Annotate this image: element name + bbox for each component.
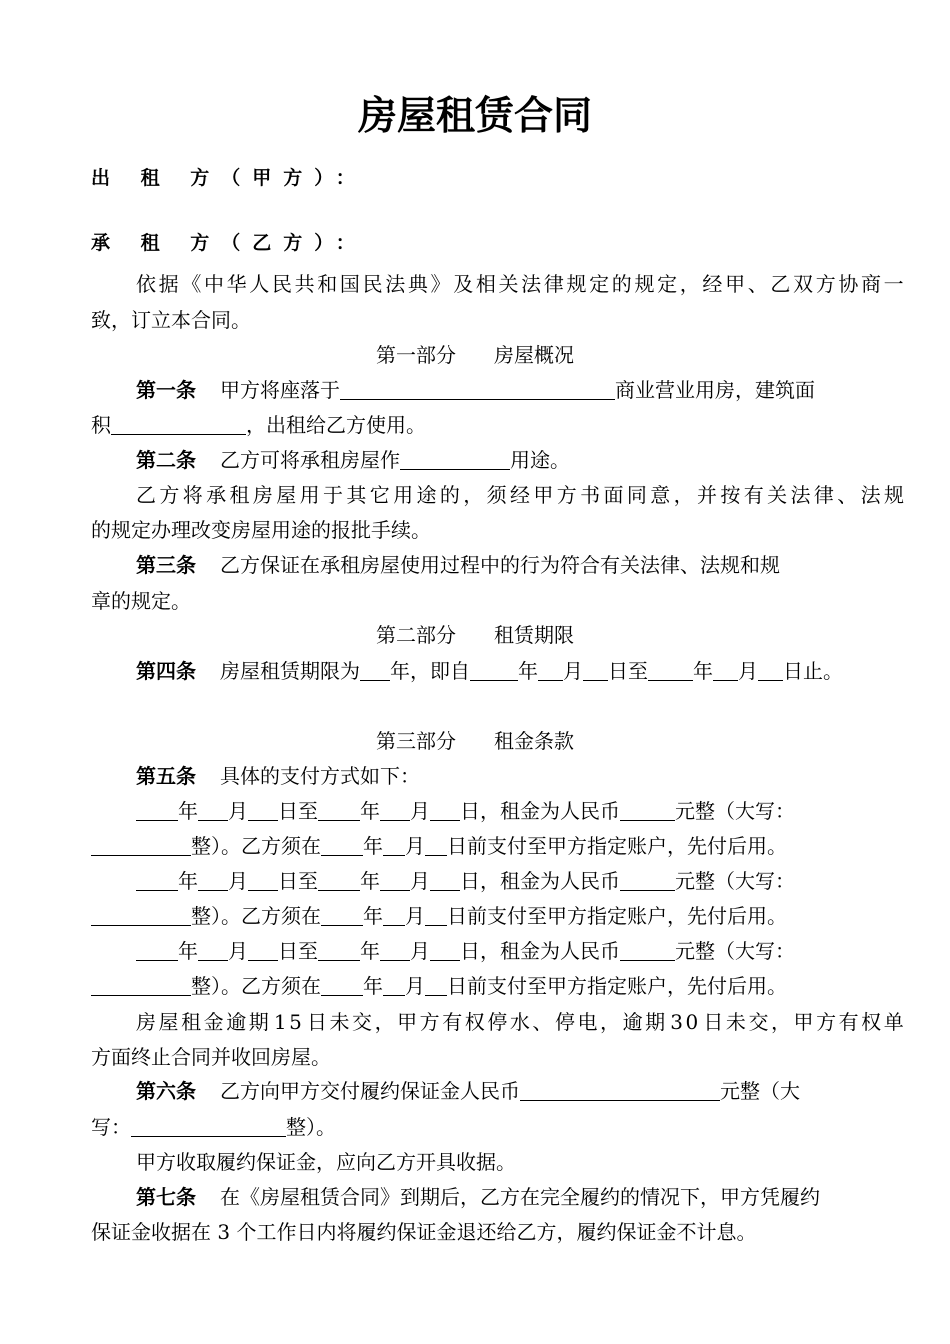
payment-1-rent-text: ，租金为人民币	[480, 799, 620, 823]
document-title: 房屋租赁合同	[357, 94, 592, 139]
end-day-blank[interactable]	[758, 658, 783, 681]
payment-3-from-day-blank[interactable]	[248, 938, 278, 961]
area-blank[interactable]	[111, 412, 246, 435]
payment-2-line-1	[91, 866, 904, 896]
payment-2-due-day-blank[interactable]	[425, 903, 447, 926]
article-4-text-a: 房屋租赁期限为	[220, 659, 360, 683]
payment-2-zheng-text: 整）。乙方须在	[191, 904, 321, 928]
part1-heading	[91, 340, 859, 370]
payment-3-from-year-blank[interactable]	[136, 938, 178, 961]
payment-1-month-b: 月	[410, 799, 430, 823]
part3-number: 第三部分	[376, 729, 456, 753]
lessor-line	[91, 163, 859, 193]
payment-1-month-a: 月	[228, 799, 248, 823]
payment-1-due-year-blank[interactable]	[321, 833, 363, 856]
article-2-note-line-1: 乙 方 将 承 租 房 屋 用 于 其 它 用 途 的 ， 须 经 甲 方 书 面 同 意 ， 并 按 有 关 法 律 、 法 规	[136, 483, 904, 507]
payment-2-year-a: 年	[178, 869, 198, 893]
article-6-text-d: 整）。	[286, 1115, 336, 1139]
article-4-text-b: 年，即自	[390, 659, 470, 683]
payment-3-to-year-blank[interactable]	[318, 938, 360, 961]
lessee-label: 承 租 方（乙方）：	[91, 232, 367, 254]
payment-1-to-day-blank[interactable]	[430, 798, 460, 821]
article-3-label: 第三条	[136, 553, 196, 577]
payment-3-year-b: 年	[360, 939, 380, 963]
article-5-line	[91, 761, 904, 791]
lessee-line	[91, 228, 859, 258]
payment-2-to-month-blank[interactable]	[380, 868, 410, 891]
article-1-text-c: 积	[91, 413, 111, 437]
payment-2-to-year-blank[interactable]	[318, 868, 360, 891]
payment-3-month-c: 月	[405, 974, 425, 998]
article-2-text-a: 乙方可将承租房屋作	[220, 448, 400, 472]
payment-2-rent-text: ，租金为人民币	[480, 869, 620, 893]
part1-number: 第一部分	[376, 343, 456, 367]
payment-3-month-a: 月	[228, 939, 248, 963]
article-1-text-b: 商业营业用房，建筑面	[615, 378, 815, 402]
article-3-text: 乙方保证在承租房屋使用过程中的行为符合有关法律、法规和规	[220, 553, 780, 577]
article-7-label: 第七条	[136, 1185, 196, 1209]
part2-name: 租赁期限	[494, 623, 574, 647]
payment-1-due-text: 日前支付至甲方指定账户，先付后用。	[447, 834, 787, 858]
lessor-label: 出 租 方（甲方）：	[91, 167, 367, 189]
payment-1-day-a: 日	[278, 799, 298, 823]
article-3-line-2: 章的规定。	[91, 589, 191, 613]
article-5-label: 第五条	[136, 764, 196, 788]
payment-1-due-month-blank[interactable]	[383, 833, 405, 856]
payment-2-due-month-blank[interactable]	[383, 903, 405, 926]
payment-3-rent-text: ，租金为人民币	[480, 939, 620, 963]
intro-line-1: 依 据 《 中 华 人 民 共 和 国 民 法 典 》 及 相 关 法 律 规 定 的 规 定 ， 经 甲 、 乙 双 方 协 商 一	[136, 272, 904, 296]
payment-1-from-day-blank[interactable]	[248, 798, 278, 821]
deposit-words-blank[interactable]	[131, 1114, 286, 1137]
payment-2-year-b: 年	[360, 869, 380, 893]
deposit-receipt-line: 甲方收取履约保证金，应向乙方开具收据。	[136, 1150, 516, 1174]
term-years-blank[interactable]	[360, 658, 390, 681]
payment-2-line-2	[91, 901, 859, 931]
payment-1-amount-blank[interactable]	[620, 798, 675, 821]
payment-1-line-2	[91, 831, 859, 861]
payment-3-due-day-blank[interactable]	[425, 973, 447, 996]
location-blank[interactable]	[340, 377, 615, 400]
part2-heading	[91, 620, 859, 650]
payment-1-words-blank[interactable]	[91, 833, 191, 856]
payment-3-month-b: 月	[410, 939, 430, 963]
article-4-year-1: 年	[518, 659, 538, 683]
payment-2-to: 至	[298, 869, 318, 893]
start-year-blank[interactable]	[470, 658, 518, 681]
article-6-line-2	[91, 1112, 859, 1142]
payment-3-line-1	[91, 936, 904, 966]
article-2-text-b: 用途。	[510, 448, 570, 472]
payment-2-day-a: 日	[278, 869, 298, 893]
payment-3-zheng-text: 整）。乙方须在	[191, 974, 321, 998]
part3-name: 租金条款	[494, 729, 574, 753]
payment-2-month-a: 月	[228, 869, 248, 893]
article-1-text-a: 甲方将座落于	[220, 378, 340, 402]
article-4-label: 第四条	[136, 659, 196, 683]
payment-2-due-text: 日前支付至甲方指定账户，先付后用。	[447, 904, 787, 928]
payment-3-words-blank[interactable]	[91, 973, 191, 996]
payment-1-zheng-text: 整）。乙方须在	[191, 834, 321, 858]
article-3-line-1	[91, 550, 904, 580]
payment-3-year-a: 年	[178, 939, 198, 963]
article-4-year-2: 年	[693, 659, 713, 683]
article-7-line-1	[91, 1182, 904, 1212]
payment-3-to-month-blank[interactable]	[380, 938, 410, 961]
payment-1-yuan-text: 元整（大写：	[675, 799, 795, 823]
article-1-text-d: ，出租给乙方使用。	[246, 413, 426, 437]
payment-2-from-year-blank[interactable]	[136, 868, 178, 891]
payment-1-due-day-blank[interactable]	[425, 833, 447, 856]
article-6-label: 第六条	[136, 1079, 196, 1103]
overdue-line-1: 房 屋 租 金 逾 期 1 5 日 未 交 ， 甲 方 有 权 停 水 、 停 电 ， 逾 期 3 0 日 未 交 ， 甲 方 有 权 单	[136, 1010, 904, 1034]
payment-2-yuan-text: 元整（大写：	[675, 869, 795, 893]
article-7-text: 在《房屋租赁合同》到期后，乙方在完全履约的情况下，甲方凭履约	[220, 1185, 820, 1209]
article-1-line-2	[91, 410, 859, 440]
article-2-line	[91, 445, 904, 475]
payment-3-to-day-blank[interactable]	[430, 938, 460, 961]
payment-2-from-day-blank[interactable]	[248, 868, 278, 891]
article-4-line	[91, 656, 904, 686]
payment-2-due-year-blank[interactable]	[321, 903, 363, 926]
payment-2-month-b: 月	[410, 869, 430, 893]
part1-name: 房屋概况	[494, 343, 574, 367]
intro-line-2: 致，订立本合同。	[91, 308, 251, 332]
payment-3-due-year-blank[interactable]	[321, 973, 363, 996]
article-6-text-a: 乙方向甲方交付履约保证金人民币	[220, 1079, 520, 1103]
article-4-day-1: 日	[608, 659, 628, 683]
payment-3-to: 至	[298, 939, 318, 963]
article-4-day-2: 日	[783, 659, 803, 683]
end-month-blank[interactable]	[713, 658, 738, 681]
article-4-to: 至	[628, 659, 648, 683]
article-1-line-1	[91, 375, 904, 405]
start-month-blank[interactable]	[538, 658, 563, 681]
part2-number: 第二部分	[376, 623, 456, 647]
payment-1-day-b: 日	[460, 799, 480, 823]
payment-1-from-year-blank[interactable]	[136, 798, 178, 821]
article-1-label: 第一条	[136, 378, 196, 402]
payment-1-month-c: 月	[405, 834, 425, 858]
payment-2-from-month-blank[interactable]	[198, 868, 228, 891]
usage-blank[interactable]	[400, 447, 510, 470]
article-2-note-line-2: 的规定办理改变房屋用途的报批手续。	[91, 518, 431, 542]
article-4-month-2: 月	[738, 659, 758, 683]
payment-1-line-1	[91, 796, 904, 826]
payment-2-to-day-blank[interactable]	[430, 868, 460, 891]
payment-3-line-2	[91, 971, 859, 1001]
payment-1-year-a: 年	[178, 799, 198, 823]
payment-1-year-c: 年	[363, 834, 383, 858]
article-4-end: 止。	[803, 659, 843, 683]
article-5-text: 具体的支付方式如下：	[220, 764, 420, 788]
payment-2-amount-blank[interactable]	[620, 868, 675, 891]
part3-heading	[91, 726, 859, 756]
payment-1-to: 至	[298, 799, 318, 823]
article-6-line-1	[91, 1076, 904, 1106]
payment-1-to-month-blank[interactable]	[380, 798, 410, 821]
article-6-text-b: 元整（大	[720, 1079, 800, 1103]
article-7-line-2: 保证金收据在 3 个工作日内将履约保证金退还给乙方，履约保证金不计息。	[91, 1220, 757, 1244]
payment-3-from-month-blank[interactable]	[198, 938, 228, 961]
article-6-text-c: 写：	[91, 1115, 131, 1139]
payment-3-amount-blank[interactable]	[620, 938, 675, 961]
article-2-label: 第二条	[136, 448, 196, 472]
payment-3-day-b: 日	[460, 939, 480, 963]
end-year-blank[interactable]	[648, 658, 693, 681]
start-day-blank[interactable]	[583, 658, 608, 681]
payment-3-due-month-blank[interactable]	[383, 973, 405, 996]
article-4-month-1: 月	[563, 659, 583, 683]
payment-3-due-text: 日前支付至甲方指定账户，先付后用。	[447, 974, 787, 998]
payment-3-yuan-text: 元整（大写：	[675, 939, 795, 963]
overdue-line-2: 方面终止合同并收回房屋。	[91, 1045, 331, 1069]
payment-1-from-month-blank[interactable]	[198, 798, 228, 821]
payment-3-year-c: 年	[363, 974, 383, 998]
payment-3-day-a: 日	[278, 939, 298, 963]
payment-1-to-year-blank[interactable]	[318, 798, 360, 821]
payment-2-month-c: 月	[405, 904, 425, 928]
payment-2-day-b: 日	[460, 869, 480, 893]
payment-2-words-blank[interactable]	[91, 903, 191, 926]
payment-2-year-c: 年	[363, 904, 383, 928]
deposit-amount-blank[interactable]	[520, 1078, 720, 1101]
payment-1-year-b: 年	[360, 799, 380, 823]
